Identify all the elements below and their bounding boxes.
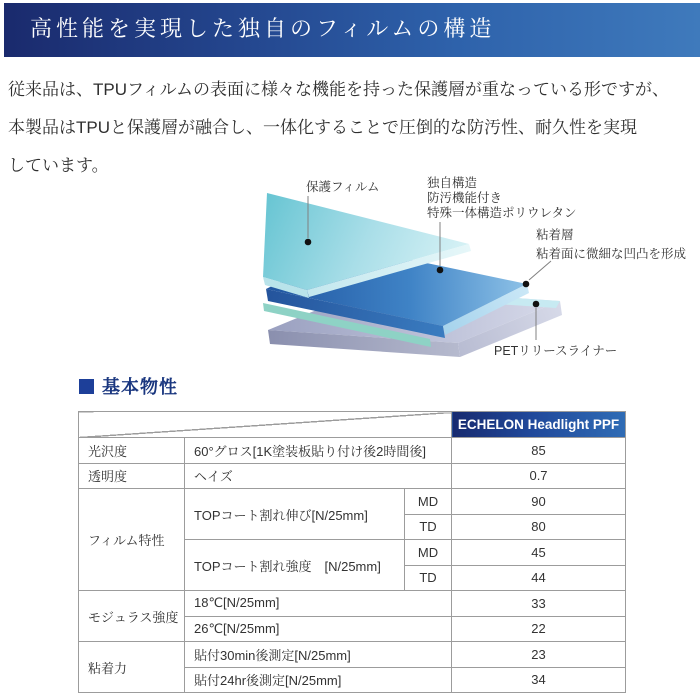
intro-line: 本製品はTPUと保護層が融合し、一体化することで圧倒的な防汚性、耐久性を実現 <box>8 118 637 137</box>
row-direction: TD <box>405 565 452 591</box>
label-unique-structure-line: 防汚機能付き <box>427 191 503 205</box>
label-unique-structure <box>427 176 577 221</box>
row-value: 45 <box>452 540 626 566</box>
page-title: 高性能を実現した独自のフィルムの構造 <box>30 17 496 42</box>
basic-properties-table <box>78 411 626 693</box>
diagonal-header-cell <box>79 412 452 438</box>
table-row <box>79 642 626 668</box>
product-header-cell: ECHELON Headlight PPF <box>452 412 626 438</box>
row-test: ヘイズ <box>185 463 452 489</box>
intro-line: 従来品は、TPUフィルムの表面に様々な機能を持った保護層が重なっている形ですが、 <box>8 80 669 99</box>
table-header-row <box>79 412 626 438</box>
row-value: 85 <box>452 438 626 464</box>
row-test: 26℃[N/25mm] <box>185 616 452 642</box>
row-category: 粘着力 <box>79 642 185 693</box>
row-value: 90 <box>452 489 626 515</box>
row-category: 透明度 <box>79 463 185 489</box>
dot-adhesive-layer <box>523 281 530 288</box>
row-test: 貼付30min後測定[N/25mm] <box>185 642 452 668</box>
row-test: TOPコート割れ強度 [N/25mm] <box>185 540 405 591</box>
row-value: 0.7 <box>452 463 626 489</box>
label-adhesive-layer <box>536 226 686 264</box>
section-title-text: 基本物性 <box>102 377 178 397</box>
row-value: 33 <box>452 591 626 617</box>
row-direction: MD <box>405 489 452 515</box>
row-category: モジュラス強度 <box>79 591 185 642</box>
table-row <box>79 438 626 464</box>
table-row <box>79 489 626 515</box>
row-value: 80 <box>452 514 626 540</box>
dot-unique-structure <box>437 267 444 274</box>
title-bar <box>4 3 700 57</box>
row-value: 44 <box>452 565 626 591</box>
row-value: 22 <box>452 616 626 642</box>
row-test: 60°グロス[1K塗装板貼り付け後2時間後] <box>185 438 452 464</box>
label-adhesive-layer-line: 粘着層 <box>536 228 574 242</box>
section-square-icon <box>79 379 94 394</box>
label-unique-structure-line: 特殊一体構造ポリウレタン <box>427 206 577 220</box>
label-adhesive-layer-line: 粘着面に微細な凹凸を形成 <box>536 247 687 261</box>
table-row <box>79 463 626 489</box>
dot-pet-liner <box>533 301 540 308</box>
row-test: 貼付24hr後測定[N/25mm] <box>185 667 452 693</box>
row-value: 34 <box>452 667 626 693</box>
row-value: 23 <box>452 642 626 668</box>
dot-protective-film <box>305 239 312 246</box>
intro-line: しています。 <box>8 156 109 175</box>
row-direction: MD <box>405 540 452 566</box>
row-category: 光沢度 <box>79 438 185 464</box>
row-test: TOPコート割れ伸び[N/25mm] <box>185 489 405 540</box>
label-unique-structure-line: 独自構造 <box>427 176 478 190</box>
row-category: フィルム特性 <box>79 489 185 591</box>
section-title <box>79 373 178 399</box>
label-protective-film: 保護フィルム <box>306 180 380 194</box>
table-row <box>79 591 626 617</box>
intro-text <box>8 71 698 185</box>
row-direction: TD <box>405 514 452 540</box>
label-pet-liner: PETリリースライナー <box>494 344 618 358</box>
row-test: 18℃[N/25mm] <box>185 591 452 617</box>
